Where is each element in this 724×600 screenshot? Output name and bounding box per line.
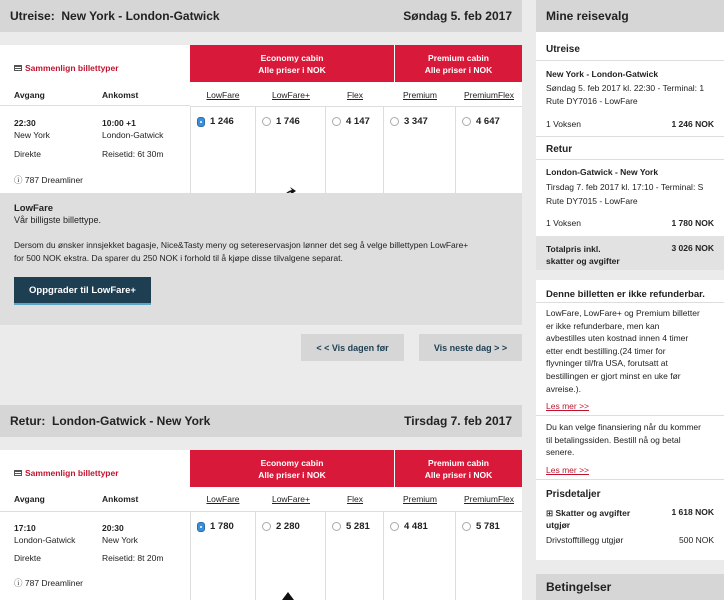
travel-time: Reisetid: 6t 30m bbox=[102, 149, 164, 159]
fare-label-lowfare-plus[interactable]: LowFare+ bbox=[271, 90, 311, 100]
divider bbox=[536, 159, 724, 160]
outbound-title: Utreise: New York - London-Gatwick bbox=[10, 9, 220, 23]
col-ankomst: Ankomst bbox=[102, 494, 139, 504]
price-cell-lowfare-plus[interactable]: 1 746 bbox=[256, 106, 326, 193]
arrival-city: London-Gatwick bbox=[102, 130, 164, 140]
return-label: Retur bbox=[546, 144, 573, 155]
sidebar-title: Mine reisevalg bbox=[536, 0, 724, 32]
price-cell-flex[interactable]: 5 281 bbox=[326, 511, 384, 600]
radio-icon[interactable] bbox=[262, 117, 271, 126]
departure-city: New York bbox=[14, 130, 50, 140]
arrival-city: New York bbox=[102, 535, 138, 545]
info-subtitle: Vår billigste billettype. bbox=[14, 215, 102, 225]
tax-label[interactable]: ⊞ Skatter og avgifter utgjør bbox=[546, 508, 631, 530]
divider bbox=[0, 511, 190, 512]
read-more-link[interactable]: Les mer >> bbox=[546, 465, 589, 475]
col-ankomst: Ankomst bbox=[102, 90, 139, 100]
price-cell-flex[interactable]: 4 147 bbox=[326, 106, 384, 193]
radio-icon[interactable] bbox=[390, 522, 399, 531]
divider bbox=[536, 136, 724, 137]
fare-label-premium[interactable]: Premium bbox=[402, 90, 437, 100]
price-cell-premium[interactable]: 3 347 bbox=[384, 106, 456, 193]
conditions-title[interactable]: Betingelser bbox=[536, 574, 724, 600]
return-route: London-Gatwick - New York bbox=[546, 167, 659, 177]
arrival-time: 20:30 bbox=[102, 523, 124, 533]
price-cell-lowfare[interactable]: 1 780 bbox=[190, 511, 256, 600]
my-trip-card bbox=[536, 32, 724, 270]
outbound-pax: 1 Voksen bbox=[546, 119, 581, 129]
return-date: Tirsdag 7. feb 2017 bbox=[404, 414, 512, 428]
fare-label-lowfare[interactable]: LowFare bbox=[206, 90, 240, 100]
outbound-detail-1: Søndag 5. feb 2017 kl. 22:30 - Terminal: 1 bbox=[546, 83, 705, 93]
info-text-1: Dersom du ønsker innsjekket bagasje, Nice&Tasty meny og setereservasjon lønner det seg å velge billettypen LowFare+ bbox=[14, 240, 469, 250]
divider bbox=[536, 479, 724, 480]
premium-cabin-header: Premium cabin Alle priser i NOK bbox=[394, 45, 522, 82]
prev-day-button[interactable]: < < Vis dagen før bbox=[301, 334, 404, 361]
info-text-2: for 500 NOK ekstra. Da sparer du 250 NOK i forhold til å kjøpe disse tilvalgene separat. bbox=[14, 253, 343, 263]
fare-label-flex[interactable]: Flex bbox=[346, 494, 364, 504]
refund-card bbox=[536, 280, 724, 560]
tax-value: 1 618 NOK bbox=[671, 507, 714, 517]
finance-text: Du kan velge finansiering når du kommer til betalingssiden. Bestill nå og betal senere. bbox=[546, 422, 701, 458]
expand-icon[interactable]: ⊞ bbox=[546, 508, 554, 518]
refund-text: LowFare, LowFare+ og Premium billetter er ikke refunderbare, men kan avbestilles uten kostnad innen 4 timer etter endt bestilling.(24 timer for flyvninger til/fra USA, forutsatt at bestillingen er gjort minst en uke før avreise.). bbox=[546, 308, 700, 394]
compare-fares-link[interactable]: Sammenlign billettyper bbox=[14, 468, 119, 478]
fare-info-box bbox=[0, 193, 522, 325]
radio-selected-icon[interactable] bbox=[197, 522, 205, 532]
col-avgang: Avgang bbox=[14, 494, 45, 504]
total-price: 3 026 NOK bbox=[671, 243, 714, 253]
outbound-route: New York - London-Gatwick bbox=[546, 69, 659, 79]
fare-label-premiumflex[interactable]: PremiumFlex bbox=[463, 90, 515, 100]
outbound-date: Søndag 5. feb 2017 bbox=[403, 9, 512, 23]
return-detail-1: Tirsdag 7. feb 2017 kl. 17:10 - Terminal: S bbox=[546, 182, 704, 192]
stops: Direkte bbox=[14, 553, 41, 563]
info-icon: ⓘ bbox=[14, 578, 23, 588]
radio-icon[interactable] bbox=[462, 522, 471, 531]
outbound-header bbox=[0, 0, 522, 32]
compare-fares-link[interactable]: Sammenlign billettyper bbox=[14, 63, 119, 73]
radio-selected-icon[interactable] bbox=[197, 117, 205, 127]
divider bbox=[536, 415, 724, 416]
info-icon: ⓘ bbox=[14, 175, 23, 185]
divider bbox=[536, 302, 724, 303]
stops: Direkte bbox=[14, 149, 41, 159]
arrival-time: 10:00 +1 bbox=[102, 118, 136, 128]
fare-label-premium[interactable]: Premium bbox=[402, 494, 437, 504]
total-label: Totalpris inkl. skatter og avgifter bbox=[546, 244, 620, 266]
read-more-link[interactable]: Les mer >> bbox=[546, 401, 589, 411]
table-icon bbox=[14, 470, 22, 476]
radio-icon[interactable] bbox=[262, 522, 271, 531]
fare-labels bbox=[190, 487, 522, 511]
fare-label-premiumflex[interactable]: PremiumFlex bbox=[463, 494, 515, 504]
radio-icon[interactable] bbox=[332, 117, 341, 126]
fare-label-lowfare[interactable]: LowFare bbox=[206, 494, 240, 504]
col-avgang: Avgang bbox=[14, 90, 45, 100]
travel-time: Reisetid: 8t 20m bbox=[102, 553, 164, 563]
fare-label-flex[interactable]: Flex bbox=[346, 90, 364, 100]
fuel-value: 500 NOK bbox=[679, 535, 714, 545]
aircraft-info[interactable]: ⓘ 787 Dreamliner bbox=[14, 175, 84, 185]
outbound-flight-card bbox=[0, 45, 522, 193]
return-price: 1 780 NOK bbox=[671, 218, 714, 228]
return-detail-2: Rute DY7015 - LowFare bbox=[546, 196, 638, 206]
refund-title: Denne billetten er ikke refunderbar. bbox=[546, 289, 705, 300]
upgrade-button[interactable]: Oppgrader til LowFare+ bbox=[14, 277, 151, 305]
price-cell-lowfare[interactable]: 1 246 bbox=[190, 106, 256, 193]
divider bbox=[0, 105, 190, 106]
next-day-button[interactable]: Vis neste dag > > bbox=[419, 334, 522, 361]
table-icon bbox=[14, 65, 22, 71]
fuel-label: Drivstofftillegg utgjør bbox=[546, 535, 624, 545]
info-title: LowFare bbox=[14, 203, 54, 214]
pointer-arrow-icon bbox=[278, 589, 298, 600]
price-cell-premiumflex[interactable]: 4 647 bbox=[456, 106, 522, 193]
price-cell-premiumflex[interactable]: 5 781 bbox=[456, 511, 522, 600]
price-cell-lowfare-plus[interactable]: 2 280 bbox=[256, 511, 326, 600]
premium-cabin-header: Premium cabin Alle priser i NOK bbox=[394, 450, 522, 487]
total-row bbox=[536, 236, 724, 270]
economy-cabin-header: Economy cabin Alle priser i NOK bbox=[190, 45, 394, 82]
outbound-label: Utreise bbox=[546, 44, 580, 55]
radio-icon[interactable] bbox=[390, 117, 399, 126]
outbound-price: 1 246 NOK bbox=[671, 119, 714, 129]
return-pax: 1 Voksen bbox=[546, 218, 581, 228]
outbound-detail-2: Rute DY7016 - LowFare bbox=[546, 96, 638, 106]
return-flight-card bbox=[0, 450, 522, 600]
departure-time: 22:30 bbox=[14, 118, 36, 128]
departure-city: London-Gatwick bbox=[14, 535, 76, 545]
fare-label-lowfare-plus[interactable]: LowFare+ bbox=[271, 494, 311, 504]
price-cell-premium[interactable]: 4 481 bbox=[384, 511, 456, 600]
departure-time: 17:10 bbox=[14, 523, 36, 533]
aircraft-info[interactable]: ⓘ 787 Dreamliner bbox=[14, 578, 84, 588]
radio-icon[interactable] bbox=[462, 117, 471, 126]
divider bbox=[536, 60, 724, 61]
price-details-title: Prisdetaljer bbox=[546, 489, 601, 500]
return-title: Retur: London-Gatwick - New York bbox=[10, 414, 211, 428]
radio-icon[interactable] bbox=[332, 522, 341, 531]
economy-cabin-header: Economy cabin Alle priser i NOK bbox=[190, 450, 394, 487]
fare-labels bbox=[190, 82, 522, 106]
return-header bbox=[0, 405, 522, 437]
